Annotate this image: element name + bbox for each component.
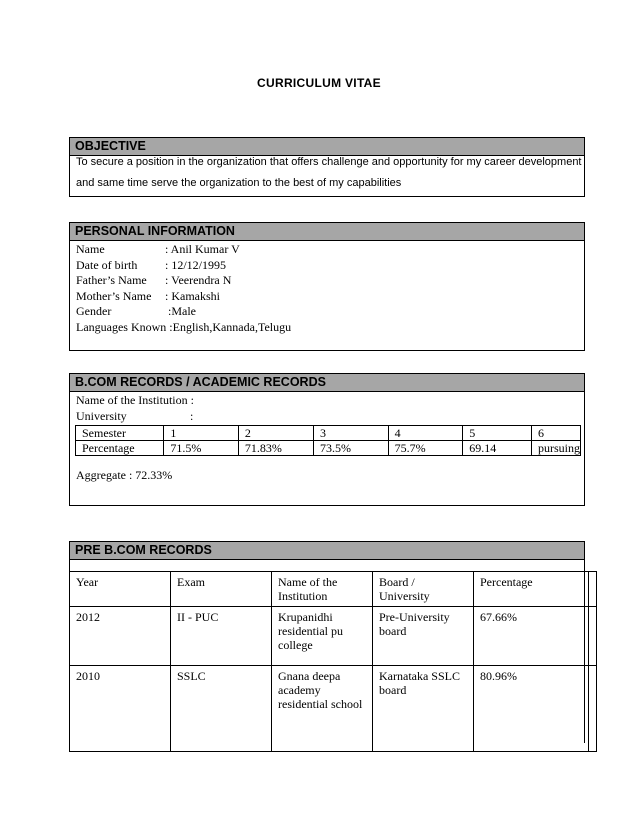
- table-row: [70, 607, 597, 666]
- table-cell: 2: [238, 426, 313, 441]
- table-cell: 3: [314, 426, 389, 441]
- objective-line-1: To secure a position in the organization that offers challenge and opportunity for my career development: [76, 156, 582, 168]
- table-cell: 73.5%: [314, 441, 389, 456]
- personal-label: Gender: [76, 304, 112, 318]
- pre-bcom-table: [69, 571, 597, 752]
- table-cell: 6: [532, 426, 581, 441]
- table-cell: 1: [164, 426, 239, 441]
- table-header-cell: Board / University: [373, 572, 474, 607]
- table-cell: 2010: [70, 666, 171, 752]
- objective-section: [69, 137, 585, 197]
- personal-row-gender: [76, 304, 196, 319]
- table-cell: 4: [388, 426, 463, 441]
- personal-row-name: [76, 242, 240, 257]
- personal-value: :Male: [168, 304, 196, 318]
- page-title: CURRICULUM VITAE: [257, 76, 381, 90]
- table-header-cell: Year: [70, 572, 171, 607]
- personal-row-mother: [76, 289, 220, 304]
- table-edge-cell: [589, 572, 597, 607]
- personal-value: : 12/12/1995: [165, 258, 227, 272]
- table-edge-cell: [589, 607, 597, 666]
- personal-info-section: [69, 222, 585, 351]
- table-cell: 80.96%: [474, 666, 589, 752]
- table-edge-cell: [589, 666, 597, 752]
- personal-label: Father’s Name: [76, 273, 147, 287]
- personal-row-languages: Languages Known :English,Kannada,Telugu: [76, 320, 292, 334]
- pre-bcom-heading: PRE B.COM RECORDS: [70, 542, 584, 560]
- bcom-university: [76, 409, 193, 424]
- table-cell: SSLC: [171, 666, 272, 752]
- table-cell: Krupanidhi residential pu college: [272, 607, 373, 666]
- bcom-aggregate: Aggregate : 72.33%: [76, 468, 173, 482]
- bcom-university-label: University: [76, 409, 127, 423]
- bcom-institution: Name of the Institution :: [76, 393, 194, 407]
- table-cell: 67.66%: [474, 607, 589, 666]
- table-cell: Percentage: [76, 441, 164, 456]
- bcom-section: [69, 373, 585, 506]
- table-header-cell: Exam: [171, 572, 272, 607]
- personal-value: : Anil Kumar V: [165, 242, 240, 256]
- table-cell: pursuing: [532, 441, 581, 456]
- semester-table: [75, 425, 581, 456]
- table-cell: Semester: [76, 426, 164, 441]
- table-cell: II - PUC: [171, 607, 272, 666]
- table-cell: Pre-University board: [373, 607, 474, 666]
- objective-heading: OBJECTIVE: [70, 138, 584, 156]
- personal-value: : Veerendra N: [165, 273, 232, 287]
- bcom-heading: B.COM RECORDS / ACADEMIC RECORDS: [70, 374, 584, 392]
- personal-value: : Kamakshi: [165, 289, 220, 303]
- personal-row-dob: [76, 258, 226, 273]
- personal-label: Mother’s Name: [76, 289, 152, 303]
- table-cell: 5: [463, 426, 532, 441]
- table-cell: Gnana deepa academy residential school: [272, 666, 373, 752]
- table-header-cell: Name of the Institution: [272, 572, 373, 607]
- semester-row: [76, 426, 581, 441]
- table-cell: 69.14: [463, 441, 532, 456]
- objective-line-2: and same time serve the organization to the best of my capabilities: [76, 177, 402, 189]
- personal-info-heading: PERSONAL INFORMATION: [70, 223, 584, 241]
- table-cell: 2012: [70, 607, 171, 666]
- table-header-cell: Percentage: [474, 572, 589, 607]
- personal-label: Name: [76, 242, 105, 256]
- table-header-row: [70, 572, 597, 607]
- percentage-row: [76, 441, 581, 456]
- table-cell: 71.83%: [238, 441, 313, 456]
- personal-label: Date of birth: [76, 258, 138, 272]
- table-row: [70, 666, 597, 752]
- table-cell: 71.5%: [164, 441, 239, 456]
- personal-row-father: [76, 273, 231, 288]
- bcom-university-value: :: [190, 409, 194, 423]
- table-cell: Karnataka SSLC board: [373, 666, 474, 752]
- table-cell: 75.7%: [388, 441, 463, 456]
